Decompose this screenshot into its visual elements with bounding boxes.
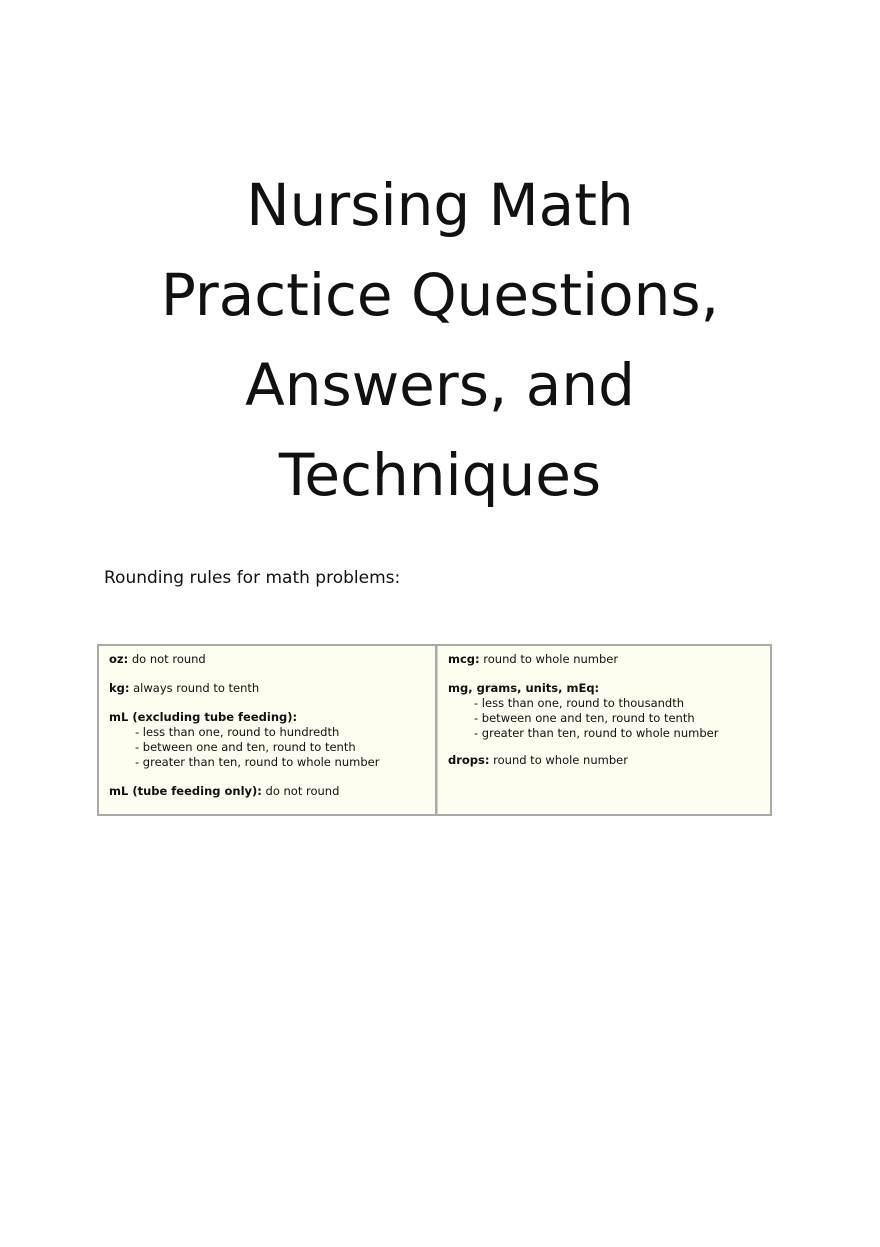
rule-label: mcg: bbox=[448, 652, 480, 666]
rounding-rules-table bbox=[97, 644, 772, 816]
rule-label: oz: bbox=[109, 652, 129, 666]
rule-text: round to whole number bbox=[489, 753, 628, 767]
title-line: Nursing Math bbox=[246, 171, 634, 239]
rule-sub-item: - less than one, round to hundredth bbox=[135, 725, 340, 739]
rule-text: round to whole number bbox=[479, 652, 619, 666]
rule-drops bbox=[448, 753, 760, 768]
title-line: Practice Questions, bbox=[160, 261, 720, 329]
rule-ml-tube-feeding bbox=[109, 784, 425, 799]
rule-oz bbox=[109, 652, 425, 667]
rule-sub-item: - greater than ten, round to whole number bbox=[135, 755, 380, 769]
rule-sub-item: - between one and ten, round to tenth bbox=[474, 711, 695, 725]
rule-label: mL (tube feeding only): bbox=[109, 784, 262, 798]
rule-label: kg: bbox=[109, 681, 130, 695]
rule-text: do not round bbox=[128, 652, 206, 666]
rule-sub-item: - less than one, round to thousandth bbox=[474, 696, 685, 710]
rule-label: drops: bbox=[448, 753, 490, 767]
rule-ml-excluding-tube-feeding bbox=[109, 710, 425, 770]
rule-kg bbox=[109, 681, 425, 696]
rule-sub-item: - between one and ten, round to tenth bbox=[135, 740, 356, 754]
title-line: Techniques bbox=[278, 441, 602, 509]
rules-column-right bbox=[437, 646, 770, 814]
rule-label: mL (excluding tube feeding): bbox=[109, 710, 298, 724]
document-title bbox=[0, 160, 880, 520]
title-line: Answers, and bbox=[245, 351, 635, 419]
rules-column-left bbox=[99, 646, 437, 814]
rule-sub-item: - greater than ten, round to whole number bbox=[474, 726, 719, 740]
rule-mg-grams-units-meq bbox=[448, 681, 760, 741]
rule-text: always round to tenth bbox=[129, 681, 260, 695]
rule-mcg bbox=[448, 652, 760, 667]
rule-text: do not round bbox=[261, 784, 340, 798]
rule-label: mg, grams, units, mEq: bbox=[448, 681, 600, 695]
rounding-rules-intro: Rounding rules for math problems: bbox=[104, 568, 401, 588]
